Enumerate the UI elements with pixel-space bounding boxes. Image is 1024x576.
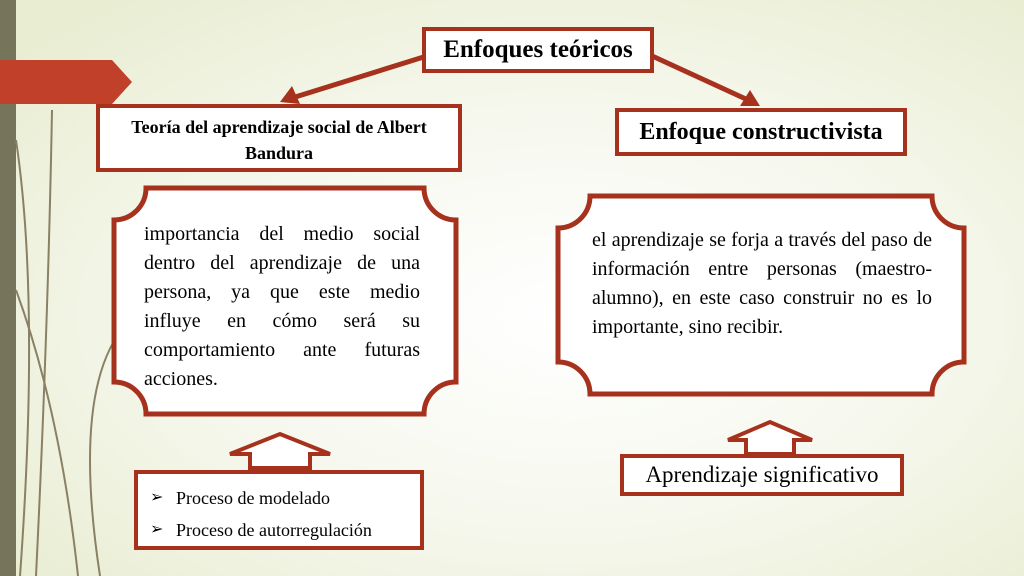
result-box — [620, 454, 904, 496]
right-heading-box — [615, 108, 907, 156]
list-item-label: Proceso de modelado — [176, 488, 330, 508]
process-list-box — [134, 470, 424, 550]
left-heading: Teoría del aprendizaje social de Albert Bandura — [131, 117, 427, 163]
diagram-title: Enfoques teóricos — [443, 36, 633, 63]
right-description: el aprendizaje se forja a través del paso de información entre personas (maestro-alumno), en este caso construir no es lo importante, sino recibir. — [592, 229, 932, 338]
list-item — [146, 514, 414, 546]
arrowhead-bullet-icon: ➢ — [150, 521, 164, 538]
list-item — [146, 482, 414, 514]
list-item-label: Proceso de autorregulación — [176, 520, 372, 540]
process-list — [146, 482, 414, 546]
left-description: importancia del medio social dentro del aprendizaje de una persona, ya que este medio influye en cómo será su comportamiento ante futuras acciones. — [144, 223, 420, 390]
result-label: Aprendizaje significativo — [645, 462, 879, 487]
arrowhead-bullet-icon: ➢ — [150, 489, 164, 506]
left-heading-box — [96, 104, 462, 172]
red-tab — [0, 60, 132, 104]
title-box — [422, 27, 654, 73]
right-heading: Enfoque constructivista — [639, 119, 883, 145]
